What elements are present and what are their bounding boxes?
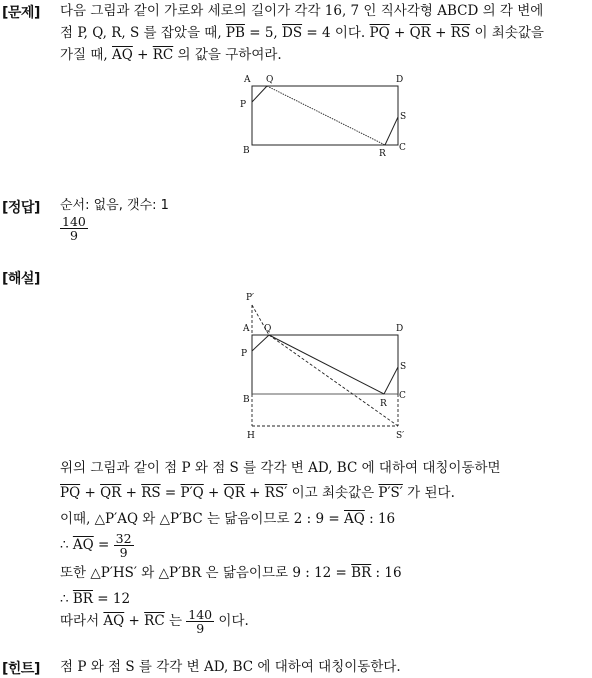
explanation-line-1: 위의 그림과 같이 점 P 와 점 S 를 각각 변 AD, BC 에 대하여 대칭이동하면	[60, 460, 501, 476]
path-rs	[384, 367, 398, 394]
label-S1: S′	[396, 431, 405, 441]
hint-text: 점 P 와 점 S 를 각각 변 AD, BC 에 대하여 대칭이동한다.	[60, 659, 401, 675]
hint-label: [힌트]	[2, 661, 40, 677]
explanation-line-3: 이때, △P′AQ 와 △P′BC 는 닮음이므로 2 : $9 = \overline{AQ}$ : 16	[60, 511, 396, 527]
problem-line-2: 점 P, Q, R, S 를 잡았을 때, $\overline{PB} = 5$, $\overline{DS} = 4$ 이다. $\overline{PQ} + \overline{QR} + \overline{RS}$ 이 최솟값을	[60, 25, 544, 41]
problem-line-3: 가질 때, $\overline{AQ} + \overline{RC}$ 의 값을 구하여라.	[60, 47, 282, 63]
explanation-label: [해설]	[2, 271, 40, 287]
label-D: D	[396, 324, 404, 334]
answer-fraction: $\frac{140}{9}$	[62, 214, 86, 243]
label-S: S	[400, 362, 407, 372]
label-H: H	[247, 431, 255, 441]
explanation-line-5: 또한 △P′HS′ 와 △P′BR 은 닮음이므로 9 : $12 = \overline{BR}$ : 16	[60, 565, 402, 581]
label-B: B	[243, 395, 250, 405]
label-C: C	[399, 143, 406, 153]
problem-figure	[236, 70, 416, 162]
label-A: A	[244, 75, 251, 85]
path-qr	[269, 335, 384, 394]
problem-line-1: 다음 그림과 같이 가로와 세로의 길이가 각각 16, 7 인 직사각형 ABCD 의 각 변에	[60, 3, 544, 19]
explanation-line-4: ∴ $\overline{AQ}$ = $\frac{32}{9}$	[60, 531, 132, 560]
explanation-line-2: $\overline{PQ} + \overline{QR} + \overline{RS} = P'Q + \overline{QR} + RS'$ 이고 최솟값은 P′S′ 가 된다.	[60, 485, 455, 501]
label-P1: P′	[246, 293, 255, 303]
label-Q: Q	[264, 324, 272, 334]
label-R: R	[380, 399, 387, 409]
path-rs	[385, 117, 398, 145]
path-pq	[252, 86, 267, 102]
segment-ps	[269, 335, 398, 426]
label-P: P	[240, 100, 247, 110]
answer-text: 순서: 없음, 갯수: 1	[60, 198, 169, 213]
path-pq	[252, 335, 269, 351]
label-Q: Q	[266, 75, 274, 85]
label-B: B	[243, 146, 250, 156]
path-qr	[267, 86, 385, 145]
label-S: S	[400, 112, 407, 122]
explanation-figure	[238, 288, 418, 442]
problem-label: [문제]	[2, 5, 40, 21]
label-R: R	[379, 149, 386, 159]
explanation-line-6: ∴ $\overline{BR} = 12$	[60, 591, 131, 607]
answer-label: [정답]	[2, 200, 40, 216]
explanation-line-7: 따라서 $\overline{AQ} + \overline{RC}$ 는 $\frac{140}{9}$ 이다.	[60, 607, 249, 636]
label-P: P	[241, 349, 248, 359]
label-A: A	[243, 324, 250, 334]
label-C: C	[399, 391, 406, 401]
label-D: D	[396, 75, 404, 85]
